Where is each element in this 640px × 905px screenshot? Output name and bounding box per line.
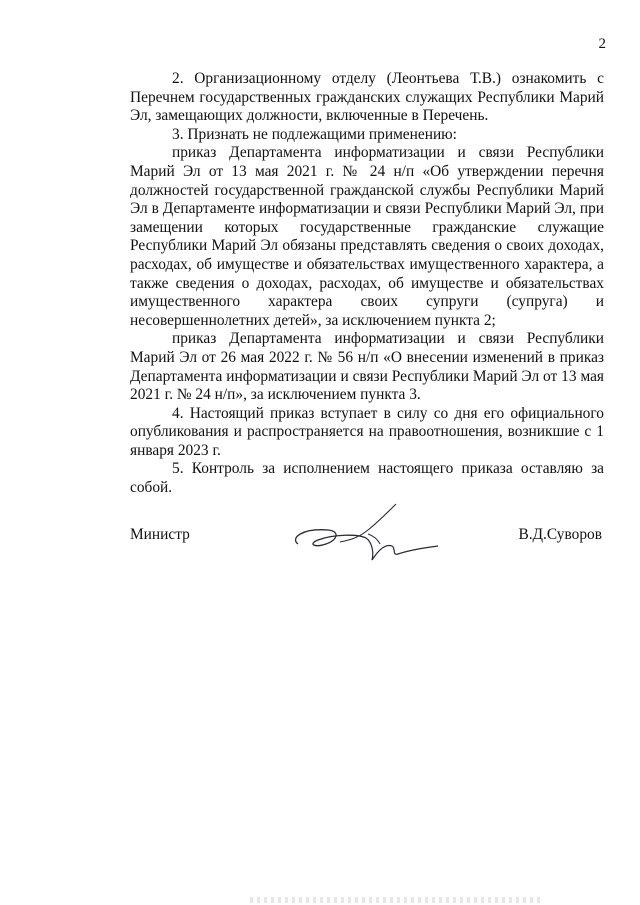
paragraph-item-5: 5. Контроль за исполнением настоящего приказа оставляю за собой. xyxy=(130,460,604,497)
signature-block xyxy=(130,526,604,576)
paragraph-item-3: 3. Признать не подлежащими применению: xyxy=(172,125,457,143)
footer-scan-noise xyxy=(250,897,540,903)
signatory-name: В.Д.Суворов xyxy=(518,526,602,543)
page-number: 2 xyxy=(598,36,606,52)
document-body xyxy=(130,70,604,498)
paragraph-item-2: 2. Организационному отделу (Леонтьева Т.В.) ознакомить с Перечнем государственных гражданских служащих Республики Марий Эл, замещающих должности, включенные в Перечень. xyxy=(130,70,604,125)
paragraph-order-2021: приказ Департамента информатизации и связи Республики Марий Эл от 13 мая 2021 г. № 24 н/п «Об утверждении перечня должностей государственной гражданской службы Республики Марий Эл в Департаменте информатизации и связи Республики Марий Эл, при замещении которых государственные гражданские служащие Республики Марий Эл обязаны представлять сведения о своих доходах, расходах, об имуществе и обязательствах имущественного характера, а также сведения о доходах, расходах, об имуществе и обязательствах имущественного характера своих супруги (супруга) и несовершеннолетних детей», за исключением пункта 2; xyxy=(130,144,604,329)
signatory-position: Министр xyxy=(130,526,190,543)
paragraph-order-2022: приказ Департамента информатизации и связи Республики Марий Эл от 26 мая 2022 г. № 56 н/п «О внесении изменений в приказ Департамента информатизации и связи Республики Марий Эл от 13 мая 2021 г. № 24 н/п», за исключением пункта 3. xyxy=(130,330,604,404)
paragraph-item-4: 4. Настоящий приказ вступает в силу со дня его официального опубликования и распространяется на правоотношения, возникшие с 1 января 2023 г. xyxy=(130,404,604,459)
handwritten-signature xyxy=(288,500,448,570)
